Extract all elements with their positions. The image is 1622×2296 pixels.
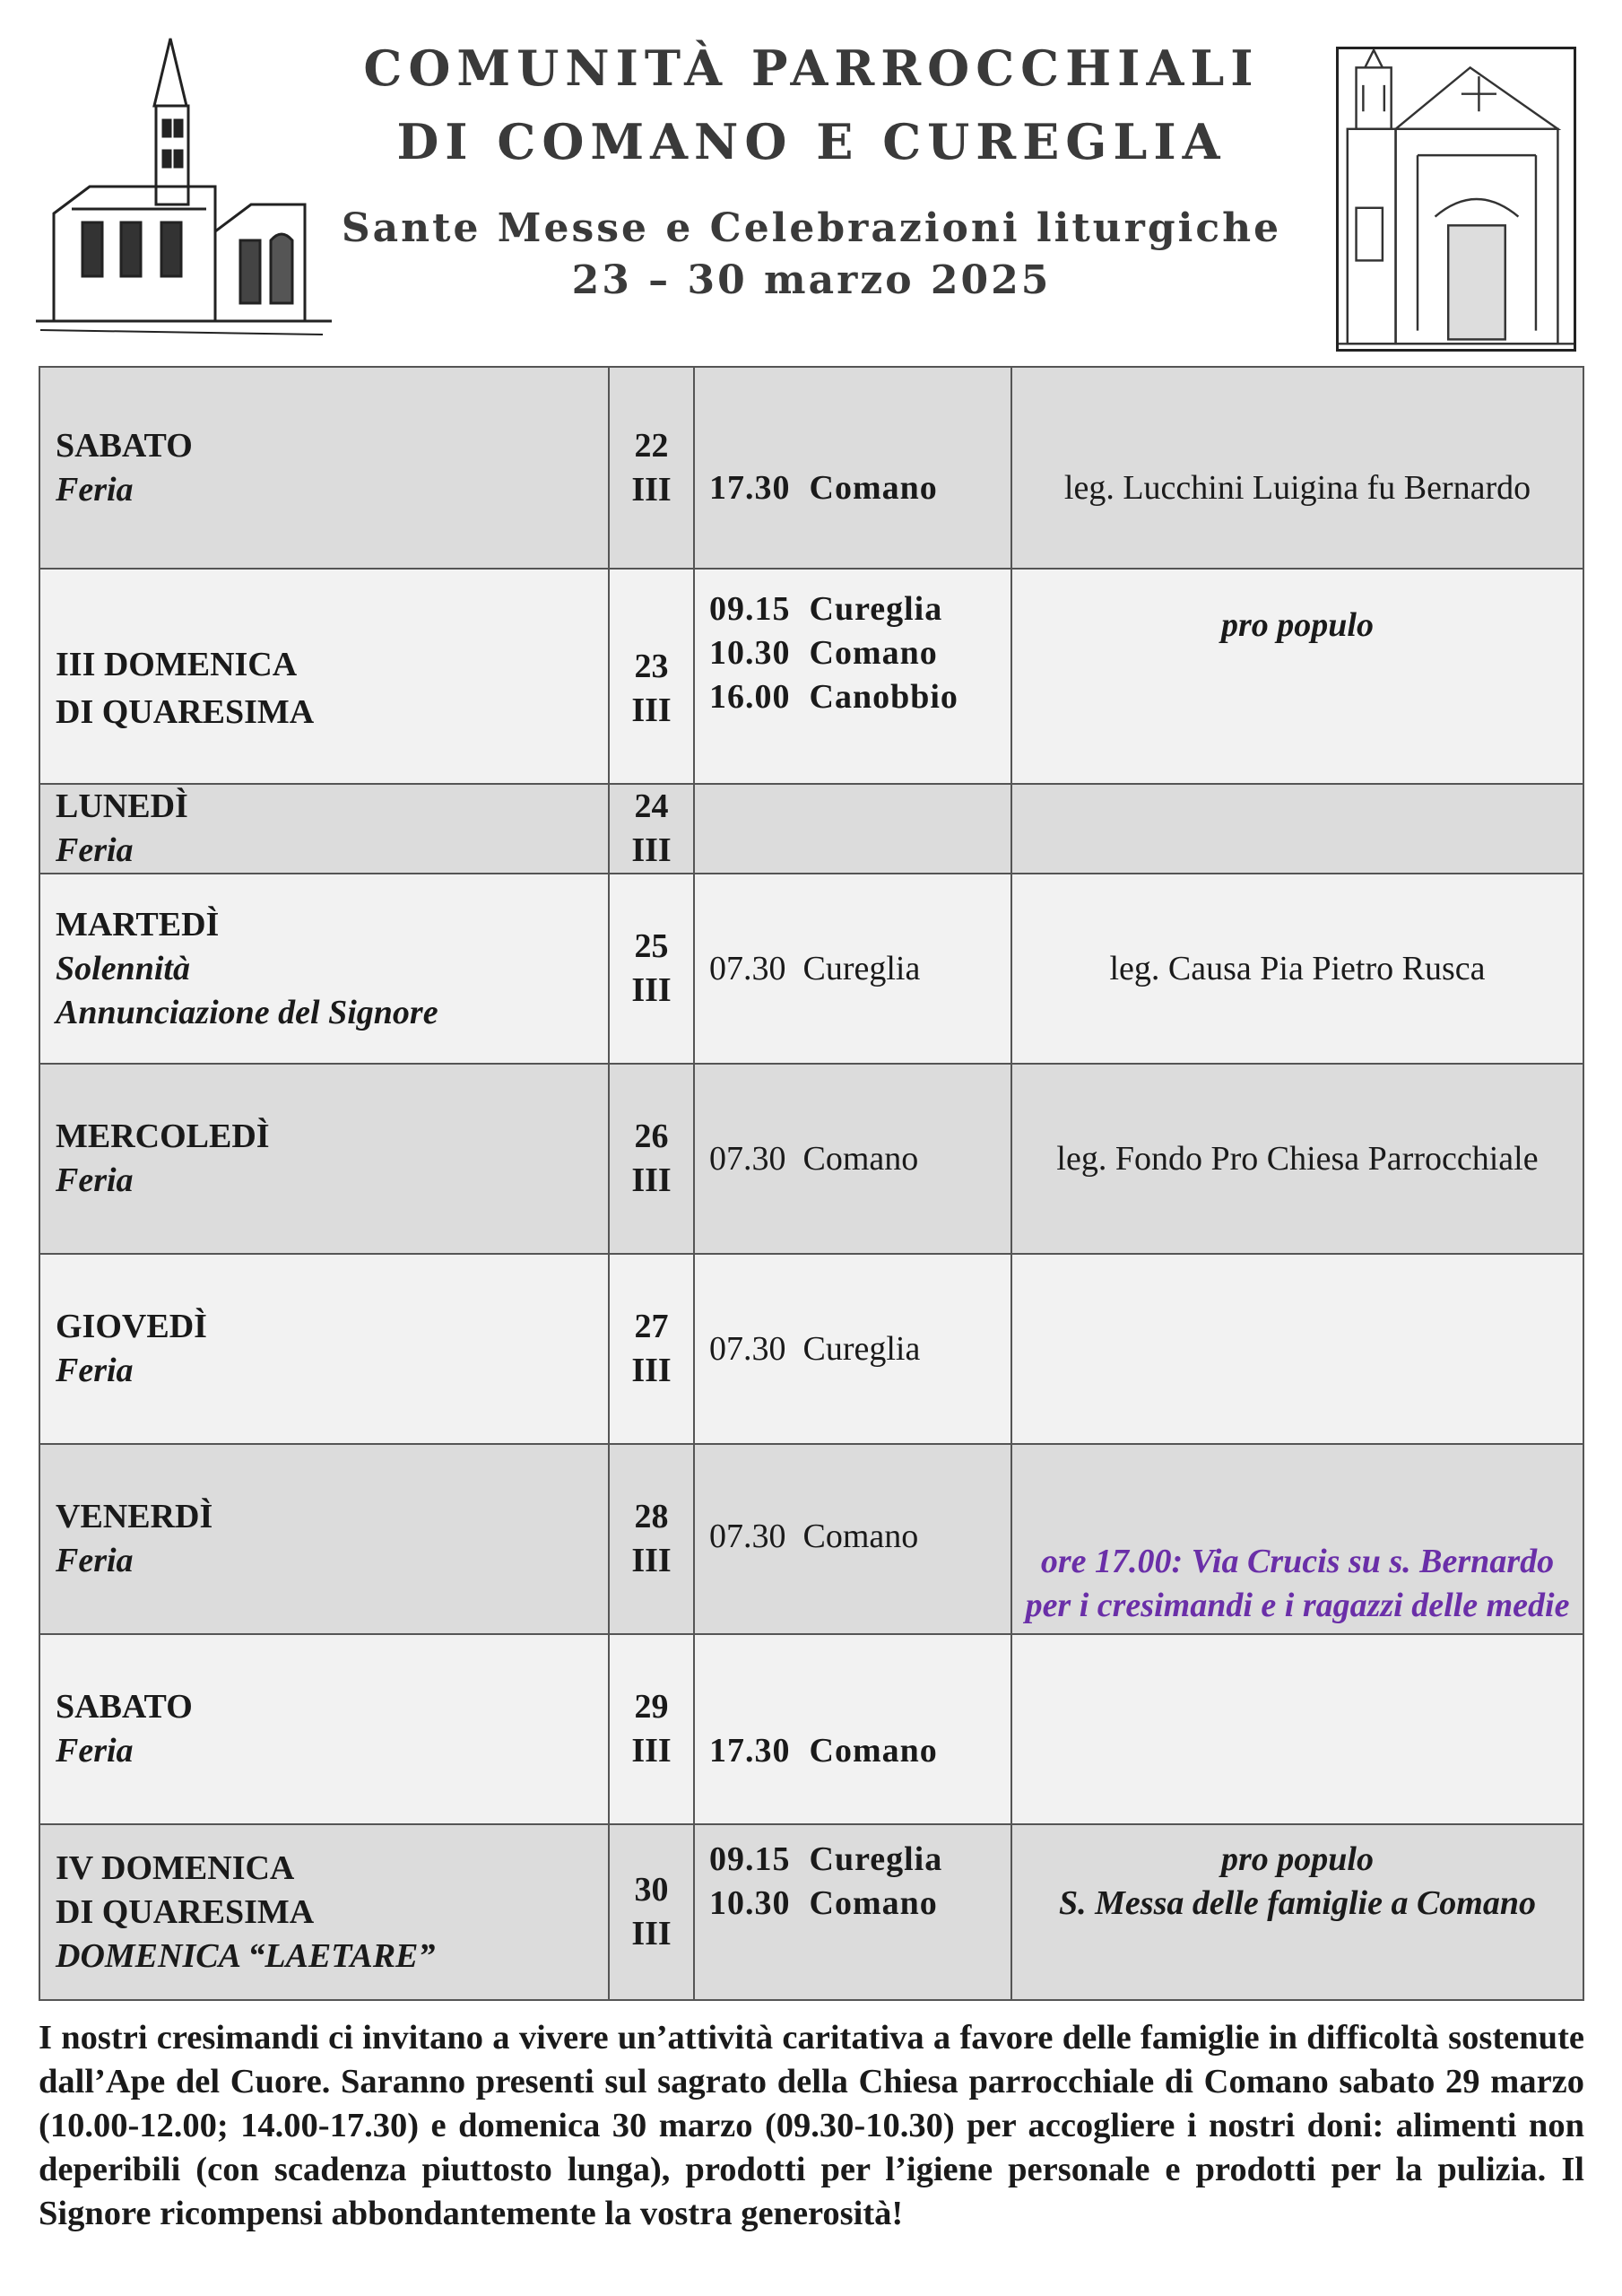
time-cell (694, 569, 1011, 784)
note-text: pro populo (1221, 606, 1374, 644)
day-cell (39, 1634, 609, 1824)
week-number: III (631, 971, 672, 1009)
date-cell (609, 569, 694, 784)
table-row (39, 1634, 1583, 1824)
note-text: leg. Fondo Pro Chiesa Parrocchiale (1056, 1139, 1539, 1178)
day-subtitle: Solennità (56, 949, 190, 987)
time-cell (694, 1824, 1011, 2000)
time-cell (694, 874, 1011, 1064)
week-number: III (631, 1542, 672, 1579)
note-text: pro populo (1221, 1840, 1374, 1878)
table-row (39, 874, 1583, 1064)
day-name: LUNEDÌ (56, 787, 188, 825)
date-cell (609, 1824, 694, 2000)
table-row (39, 569, 1583, 784)
mass-time: 07.30 Comano (709, 1518, 919, 1555)
day-subtitle: DOMENICA “LAETARE” (56, 1936, 436, 1975)
day-number: 27 (634, 1308, 669, 1345)
day-subtitle: Annunciazione del Signore (56, 993, 438, 1031)
note-cell (1011, 1824, 1583, 2000)
day-name: SABATO (56, 426, 193, 465)
week-number: III (631, 470, 672, 509)
day-name: MARTEDÌ (56, 905, 220, 944)
note-cell (1011, 1444, 1583, 1634)
table-row (39, 1824, 1583, 2000)
day-subtitle: Feria (56, 1352, 134, 1389)
day-number: 29 (634, 1688, 669, 1726)
note-cell (1011, 784, 1583, 874)
mass-time: 09.15 Cureglia (709, 590, 943, 628)
day-name: MERCOLEDÌ (56, 1118, 270, 1155)
church-bell-tower-sketch-icon (36, 34, 341, 352)
event-note: per i cresimandi e i ragazzi delle medie (1025, 1587, 1570, 1624)
mass-time: 10.30 Comano (709, 1884, 938, 1922)
note-cell (1011, 367, 1583, 569)
date-cell (609, 784, 694, 874)
note-text: S. Messa delle famiglie a Comano (1059, 1884, 1536, 1922)
date-cell (609, 874, 694, 1064)
day-number: 22 (634, 426, 669, 465)
day-number: 24 (634, 787, 669, 825)
mass-time: 10.30 Comano (709, 634, 938, 672)
day-number: 23 (634, 648, 669, 685)
day-subtitle: Feria (56, 1732, 134, 1770)
day-name: GIOVEDÌ (56, 1308, 207, 1345)
date-cell (609, 367, 694, 569)
note-cell (1011, 1254, 1583, 1444)
note-text: leg. Lucchini Luigina fu Bernardo (1063, 468, 1531, 507)
day-cell (39, 367, 609, 569)
date-cell (609, 1634, 694, 1824)
week-number: III (631, 691, 672, 729)
day-cell (39, 569, 609, 784)
day-cell (39, 784, 609, 874)
date-cell (609, 1444, 694, 1634)
day-cell (39, 1254, 609, 1444)
day-cell (39, 1064, 609, 1254)
table-row (39, 784, 1583, 874)
time-cell (694, 1254, 1011, 1444)
day-name: VENERDÌ (56, 1498, 213, 1535)
table-row (39, 1064, 1583, 1254)
time-cell (694, 1064, 1011, 1254)
note-cell (1011, 1064, 1583, 1254)
table-row (39, 1444, 1583, 1634)
mass-time: 07.30 Comano (709, 1139, 919, 1178)
day-name: SABATO (56, 1688, 193, 1726)
day-name: IV DOMENICA (56, 1848, 295, 1887)
time-cell (694, 784, 1011, 874)
event-note: ore 17.00: Via Crucis su s. Bernardo (1040, 1543, 1555, 1580)
day-subtitle: Feria (56, 470, 134, 509)
day-name: III DOMENICA (56, 646, 298, 683)
week-number: III (631, 831, 672, 869)
mass-time: 07.30 Cureglia (709, 949, 921, 987)
week-number: III (631, 1915, 672, 1952)
schedule-table (39, 366, 1584, 2001)
time-cell (694, 367, 1011, 569)
table-row (39, 367, 1583, 569)
week-number: III (631, 1352, 672, 1389)
footer-announcement: I nostri cresimandi ci invitano a vivere un’attività caritativa a favore delle famiglie in difficoltà sostenute dall’Ape del Cuore. Saranno presenti sul sagrato della Chiesa parrocchiale di Comano sabato 29 marzo (10.00-12.00; 14.00-17.30) e domenica 30 marzo (09.30-10.30) per accogliere i nostri doni: alimenti non deperibili (con scadenza piuttosto lunga), prodotti per l’igiene personale e prodotti per la pulizia. Il Signore ricompensi abbondantemente la vostra generosità! (39, 2019, 1584, 2232)
day-number: 26 (634, 1118, 669, 1155)
date-range: 23 – 30 marzo 2025 (571, 257, 1052, 303)
mass-time: 17.30 Comano (709, 468, 938, 507)
note-cell (1011, 569, 1583, 784)
mass-time: 16.00 Canobbio (709, 678, 958, 716)
day-name-line2: DI QUARESIMA (56, 693, 315, 731)
week-number: III (631, 1161, 672, 1199)
date-cell (609, 1254, 694, 1444)
date-cell (609, 1064, 694, 1254)
day-cell (39, 874, 609, 1064)
table-row (39, 1254, 1583, 1444)
mass-time: 09.15 Cureglia (709, 1840, 943, 1878)
page-title-line1: COMUNITÀ PARROCCHIALI (363, 39, 1260, 97)
day-cell (39, 1824, 609, 2000)
week-number: III (631, 1732, 672, 1770)
time-cell (694, 1634, 1011, 1824)
schedule-body (39, 367, 1583, 2000)
mass-time: 17.30 Comano (709, 1731, 938, 1770)
day-number: 30 (634, 1871, 669, 1909)
day-subtitle: Feria (56, 831, 134, 869)
page-title-line2: DI COMANO E CUREGLIA (396, 113, 1227, 170)
church-facade-sketch-icon (1336, 47, 1576, 352)
day-subtitle: Feria (56, 1161, 134, 1199)
page-subtitle: Sante Messe e Celebrazioni liturgiche (341, 205, 1282, 251)
note-cell (1011, 1634, 1583, 1824)
day-subtitle: Feria (56, 1542, 134, 1579)
day-cell (39, 1444, 609, 1634)
note-cell (1011, 874, 1583, 1064)
page-header (0, 0, 1622, 359)
title-block (323, 36, 1300, 305)
mass-time: 07.30 Cureglia (709, 1329, 921, 1368)
note-text: leg. Causa Pia Pietro Rusca (1109, 949, 1486, 987)
day-number: 28 (634, 1498, 669, 1535)
day-name-line2: DI QUARESIMA (56, 1892, 315, 1931)
time-cell (694, 1444, 1011, 1634)
day-number: 25 (634, 927, 669, 965)
